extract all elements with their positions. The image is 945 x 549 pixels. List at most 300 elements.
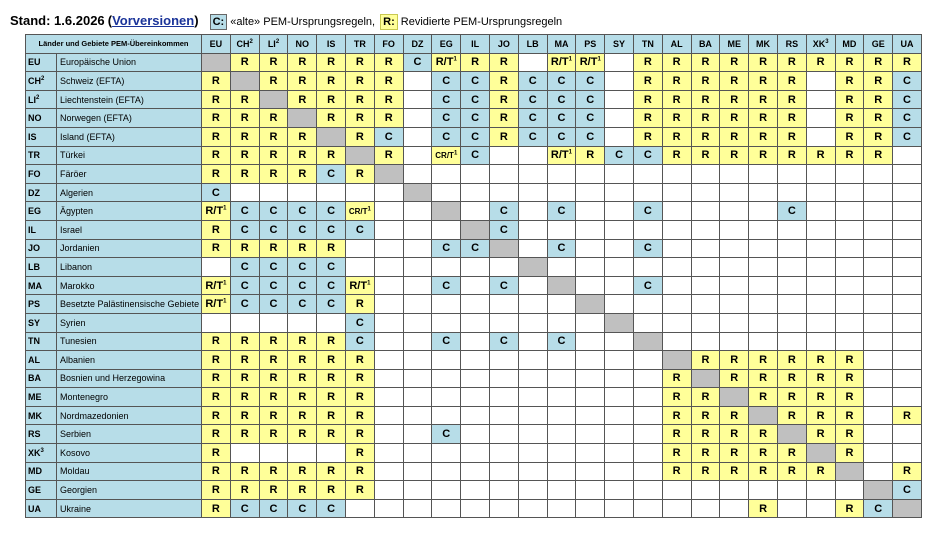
empty-cell — [403, 462, 432, 481]
empty-cell — [605, 295, 634, 314]
rule-cell: R — [230, 351, 259, 370]
empty-cell — [547, 183, 576, 202]
empty-cell — [547, 406, 576, 425]
empty-cell — [806, 481, 835, 500]
country-name: Serbien — [57, 425, 202, 444]
rule-cell: C — [317, 202, 346, 221]
column-header: NO — [288, 35, 317, 54]
rule-cell: C — [230, 295, 259, 314]
rule-cell: R — [317, 388, 346, 407]
empty-cell — [576, 165, 605, 184]
country-code: $LI^2$ — [26, 90, 57, 109]
rule-cell: R — [259, 53, 288, 72]
empty-cell — [662, 258, 691, 277]
empty-cell — [403, 406, 432, 425]
empty-cell — [691, 258, 720, 277]
rule-cell: C — [633, 239, 662, 258]
pem-matrix-table — [25, 34, 922, 518]
empty-cell — [893, 313, 922, 332]
rule-cell: R — [777, 369, 806, 388]
empty-cell — [605, 444, 634, 463]
rule-cell: R — [345, 369, 374, 388]
rule-cell: R — [835, 425, 864, 444]
empty-cell — [461, 276, 490, 295]
rule-cell: R — [259, 406, 288, 425]
rule-cell: R — [893, 53, 922, 72]
rule-cell: R — [806, 53, 835, 72]
empty-cell — [403, 90, 432, 109]
empty-cell — [806, 295, 835, 314]
rule-cell: C — [288, 220, 317, 239]
rule-cell: R — [230, 53, 259, 72]
empty-cell — [576, 499, 605, 518]
rule-cell: R — [489, 90, 518, 109]
empty-cell — [662, 239, 691, 258]
empty-cell — [230, 444, 259, 463]
empty-cell — [259, 313, 288, 332]
empty-cell — [288, 313, 317, 332]
rule-cell: R — [691, 72, 720, 91]
empty-cell — [403, 127, 432, 146]
empty-cell — [864, 406, 893, 425]
rule-cell: C — [432, 276, 461, 295]
rule-cell: C — [489, 276, 518, 295]
empty-cell — [489, 165, 518, 184]
country-name: Syrien — [57, 313, 202, 332]
rule-cell: R — [691, 90, 720, 109]
rule-cell: R — [288, 53, 317, 72]
country-name: Island (EFTA) — [57, 127, 202, 146]
empty-cell — [720, 499, 749, 518]
empty-cell — [374, 313, 403, 332]
rule-cell: R — [259, 425, 288, 444]
empty-cell — [518, 481, 547, 500]
table-row — [26, 369, 922, 388]
rule-cell: R — [288, 332, 317, 351]
empty-cell — [893, 425, 922, 444]
rule-cell: R — [288, 146, 317, 165]
column-header: BA — [691, 35, 720, 54]
rule-cell: $R/T^1$ — [547, 53, 576, 72]
empty-cell — [749, 258, 778, 277]
diagonal-cell — [864, 481, 893, 500]
rule-cell: R — [720, 109, 749, 128]
table-row — [26, 109, 922, 128]
empty-cell — [489, 369, 518, 388]
empty-cell — [806, 220, 835, 239]
header-row — [26, 35, 922, 54]
country-code: MA — [26, 276, 57, 295]
empty-cell — [749, 165, 778, 184]
diagonal-cell — [720, 388, 749, 407]
rule-cell: R — [691, 462, 720, 481]
empty-cell — [806, 90, 835, 109]
rule-cell: C — [230, 499, 259, 518]
rule-cell: R — [317, 72, 346, 91]
rule-cell: R — [202, 481, 231, 500]
rule-cell: $R/T^1$ — [547, 146, 576, 165]
country-code: LB — [26, 258, 57, 277]
rule-cell: C — [345, 332, 374, 351]
rule-cell: R — [893, 462, 922, 481]
rule-cell: R — [777, 53, 806, 72]
empty-cell — [835, 239, 864, 258]
rule-cell: R — [835, 388, 864, 407]
rule-cell: R — [230, 165, 259, 184]
rule-cell: C — [489, 202, 518, 221]
diagonal-cell — [432, 202, 461, 221]
rule-cell: R — [202, 351, 231, 370]
column-header: ME — [720, 35, 749, 54]
column-header: DZ — [403, 35, 432, 54]
diagonal-cell — [547, 276, 576, 295]
column-header: PS — [576, 35, 605, 54]
empty-cell — [518, 183, 547, 202]
diagonal-cell — [691, 369, 720, 388]
empty-cell — [202, 313, 231, 332]
empty-cell — [489, 499, 518, 518]
rule-cell: R — [317, 146, 346, 165]
rule-cell: R — [749, 72, 778, 91]
country-name: Färöer — [57, 165, 202, 184]
empty-cell — [662, 332, 691, 351]
empty-cell — [374, 369, 403, 388]
rule-cell: R — [864, 72, 893, 91]
rule-cell: C — [259, 220, 288, 239]
column-header: MA — [547, 35, 576, 54]
empty-cell — [893, 351, 922, 370]
empty-cell — [374, 425, 403, 444]
rule-cell: R — [288, 462, 317, 481]
empty-cell — [806, 72, 835, 91]
empty-cell — [864, 351, 893, 370]
empty-cell — [893, 388, 922, 407]
rule-cell: C — [230, 258, 259, 277]
empty-cell — [432, 220, 461, 239]
empty-cell — [374, 276, 403, 295]
rule-cell: R — [662, 388, 691, 407]
rule-cell: R — [806, 425, 835, 444]
column-header: SY — [605, 35, 634, 54]
rule-cell: R — [806, 406, 835, 425]
rule-cell: C — [288, 276, 317, 295]
empty-cell — [691, 481, 720, 500]
rule-cell: C — [374, 127, 403, 146]
empty-cell — [374, 388, 403, 407]
empty-cell — [461, 295, 490, 314]
empty-cell — [605, 499, 634, 518]
column-header: JO — [489, 35, 518, 54]
rule-cell: R — [202, 332, 231, 351]
empty-cell — [345, 239, 374, 258]
empty-cell — [691, 499, 720, 518]
empty-cell — [806, 127, 835, 146]
empty-cell — [461, 183, 490, 202]
rule-cell: R — [259, 109, 288, 128]
rule-cell: R — [691, 388, 720, 407]
empty-cell — [374, 406, 403, 425]
country-code: BA — [26, 369, 57, 388]
rule-cell: C — [259, 295, 288, 314]
empty-cell — [605, 109, 634, 128]
empty-cell — [605, 72, 634, 91]
empty-cell — [432, 388, 461, 407]
empty-cell — [317, 444, 346, 463]
country-code: ME — [26, 388, 57, 407]
empty-cell — [432, 183, 461, 202]
rule-cell: C — [317, 220, 346, 239]
rule-cell: R — [345, 165, 374, 184]
rule-cell: R — [662, 462, 691, 481]
rule-cell: R — [835, 109, 864, 128]
rule-cell: R — [259, 332, 288, 351]
empty-cell — [777, 295, 806, 314]
rule-cell: C — [259, 276, 288, 295]
empty-cell — [518, 146, 547, 165]
rule-cell: C — [432, 332, 461, 351]
empty-cell — [835, 202, 864, 221]
empty-cell — [518, 239, 547, 258]
rule-cell: R — [662, 425, 691, 444]
empty-cell — [864, 425, 893, 444]
diagonal-cell — [374, 165, 403, 184]
empty-cell — [403, 239, 432, 258]
table-row — [26, 499, 922, 518]
rule-cell: $R/T^1$ — [202, 276, 231, 295]
rule-cell: $R/T^1$ — [576, 53, 605, 72]
country-code: NO — [26, 109, 57, 128]
empty-cell — [605, 276, 634, 295]
empty-cell — [489, 146, 518, 165]
diagonal-cell — [259, 90, 288, 109]
rule-cell: C — [259, 499, 288, 518]
country-code: $XK^3$ — [26, 444, 57, 463]
column-header: AL — [662, 35, 691, 54]
rule-cell: R — [259, 146, 288, 165]
rule-cell: R — [777, 146, 806, 165]
empty-cell — [749, 276, 778, 295]
empty-cell — [893, 369, 922, 388]
empty-cell — [720, 481, 749, 500]
rule-cell: R — [288, 388, 317, 407]
empty-cell — [345, 183, 374, 202]
diagonal-cell — [835, 462, 864, 481]
rule-cell: C — [230, 276, 259, 295]
rule-cell: R — [345, 481, 374, 500]
rule-cell: R — [835, 444, 864, 463]
empty-cell — [547, 388, 576, 407]
rule-cell: R — [777, 127, 806, 146]
country-name: Liechtenstein (EFTA) — [57, 90, 202, 109]
rule-cell: R — [893, 406, 922, 425]
country-name: Bosnien und Herzegowina — [57, 369, 202, 388]
rule-cell: R — [576, 146, 605, 165]
empty-cell — [662, 183, 691, 202]
empty-cell — [893, 146, 922, 165]
rule-cell: $CR/T^1$ — [432, 146, 461, 165]
rule-cell: $R/T^1$ — [202, 295, 231, 314]
empty-cell — [633, 369, 662, 388]
rule-cell: R — [288, 425, 317, 444]
empty-cell — [374, 220, 403, 239]
table-row — [26, 388, 922, 407]
rule-cell: R — [777, 109, 806, 128]
empty-cell — [576, 202, 605, 221]
rule-cell: R — [720, 90, 749, 109]
rule-cell: C — [864, 499, 893, 518]
rule-cell: R — [259, 351, 288, 370]
rule-cell: R — [202, 165, 231, 184]
rule-cell: C — [893, 127, 922, 146]
country-name: Türkei — [57, 146, 202, 165]
empty-cell — [576, 462, 605, 481]
rule-cell: R — [749, 444, 778, 463]
rule-cell: R — [202, 90, 231, 109]
empty-cell — [835, 220, 864, 239]
empty-cell — [403, 444, 432, 463]
country-name: Schweiz (EFTA) — [57, 72, 202, 91]
empty-cell — [605, 90, 634, 109]
empty-cell — [489, 444, 518, 463]
empty-cell — [720, 332, 749, 351]
empty-cell — [720, 165, 749, 184]
empty-cell — [864, 313, 893, 332]
empty-cell — [345, 258, 374, 277]
rule-cell: C — [432, 239, 461, 258]
rule-cell: R — [374, 109, 403, 128]
rule-cell: C — [288, 499, 317, 518]
rule-cell: R — [259, 388, 288, 407]
table-row — [26, 239, 922, 258]
empty-cell — [605, 258, 634, 277]
column-header: $CH^2$ — [230, 35, 259, 54]
table-row — [26, 146, 922, 165]
rule-cell: R — [720, 462, 749, 481]
rule-cell: R — [345, 444, 374, 463]
empty-cell — [605, 369, 634, 388]
diagonal-cell — [605, 313, 634, 332]
rule-cell: C — [547, 72, 576, 91]
empty-cell — [777, 258, 806, 277]
rule-cell: R — [662, 53, 691, 72]
empty-cell — [777, 239, 806, 258]
empty-cell — [864, 276, 893, 295]
previous-versions-link[interactable]: Vorversionen — [112, 13, 195, 28]
rule-cell: C — [893, 109, 922, 128]
rule-cell: $R/T^1$ — [202, 202, 231, 221]
table-row — [26, 295, 922, 314]
rule-cell: R — [662, 109, 691, 128]
table-row — [26, 462, 922, 481]
rule-cell: C — [432, 109, 461, 128]
empty-cell — [576, 220, 605, 239]
empty-cell — [605, 127, 634, 146]
country-name: Europäische Union — [57, 53, 202, 72]
country-code: TN — [26, 332, 57, 351]
rule-cell: R — [806, 462, 835, 481]
empty-cell — [547, 313, 576, 332]
empty-cell — [835, 332, 864, 351]
empty-cell — [547, 295, 576, 314]
rule-cell: R — [720, 146, 749, 165]
empty-cell — [720, 220, 749, 239]
rule-cell: R — [317, 462, 346, 481]
rule-cell: C — [461, 109, 490, 128]
empty-cell — [605, 53, 634, 72]
empty-cell — [835, 165, 864, 184]
rule-cell: R — [230, 239, 259, 258]
empty-cell — [374, 295, 403, 314]
rule-cell: R — [662, 444, 691, 463]
table-row — [26, 53, 922, 72]
empty-cell — [777, 183, 806, 202]
empty-cell — [806, 313, 835, 332]
rule-cell: C — [605, 146, 634, 165]
empty-cell — [605, 183, 634, 202]
rule-cell: R — [835, 146, 864, 165]
country-code: IS — [26, 127, 57, 146]
diagonal-cell — [777, 425, 806, 444]
empty-cell — [345, 499, 374, 518]
diagonal-cell — [230, 72, 259, 91]
empty-cell — [633, 425, 662, 444]
empty-cell — [547, 369, 576, 388]
empty-cell — [403, 425, 432, 444]
stand-date: Stand: 1.6.2026 — [10, 13, 105, 28]
rule-cell: R — [806, 351, 835, 370]
empty-cell — [432, 481, 461, 500]
rule-cell: R — [749, 388, 778, 407]
empty-cell — [893, 220, 922, 239]
empty-cell — [547, 462, 576, 481]
empty-cell — [633, 220, 662, 239]
diagonal-cell — [288, 109, 317, 128]
empty-cell — [461, 444, 490, 463]
diagonal-cell — [489, 239, 518, 258]
empty-cell — [403, 295, 432, 314]
rule-cell: R — [345, 90, 374, 109]
rule-cell: R — [489, 109, 518, 128]
rule-cell: C — [288, 295, 317, 314]
table-row — [26, 406, 922, 425]
empty-cell — [835, 481, 864, 500]
rule-cell: R — [259, 127, 288, 146]
table-row — [26, 72, 922, 91]
empty-cell — [633, 313, 662, 332]
rule-cell: C — [403, 53, 432, 72]
empty-cell — [864, 202, 893, 221]
table-row — [26, 220, 922, 239]
rule-cell: C — [317, 499, 346, 518]
rule-cell: R — [749, 499, 778, 518]
empty-cell — [576, 183, 605, 202]
empty-cell — [432, 499, 461, 518]
rule-cell: R — [691, 444, 720, 463]
country-name: Ägypten — [57, 202, 202, 221]
rule-cell: R — [806, 146, 835, 165]
rule-cell: R — [835, 90, 864, 109]
empty-cell — [403, 165, 432, 184]
empty-cell — [662, 202, 691, 221]
rule-cell: C — [317, 276, 346, 295]
diagonal-cell — [518, 258, 547, 277]
column-header: GE — [864, 35, 893, 54]
rule-cell: R — [749, 53, 778, 72]
country-code: EU — [26, 53, 57, 72]
country-code: $CH^2$ — [26, 72, 57, 91]
rule-cell: R — [720, 72, 749, 91]
empty-cell — [461, 406, 490, 425]
